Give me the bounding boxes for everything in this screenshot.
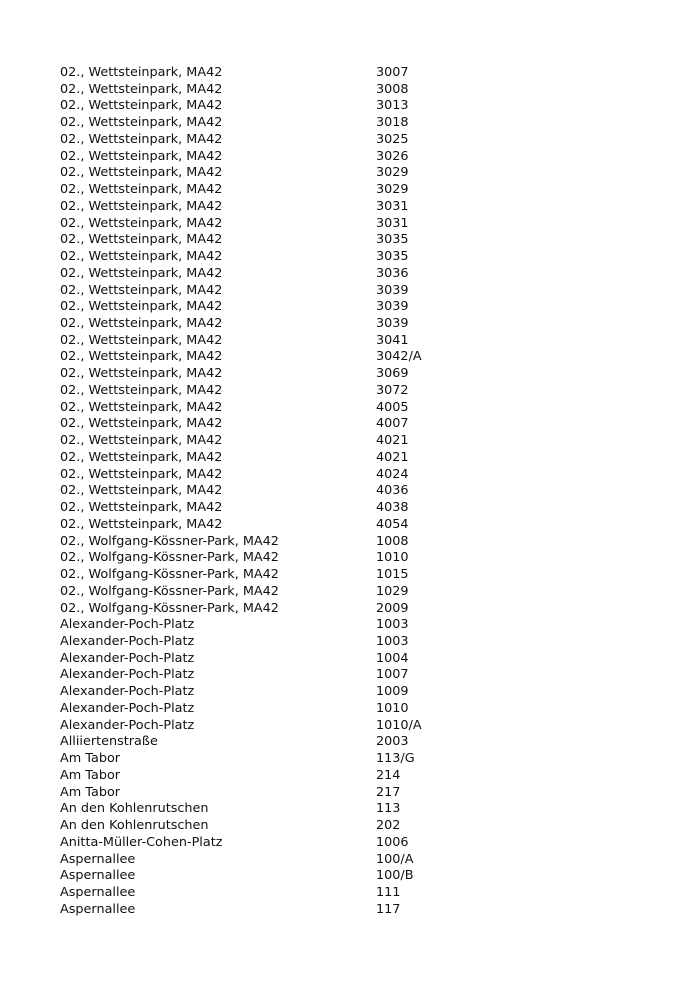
number-cell: 4005	[376, 399, 409, 415]
list-row	[60, 550, 660, 567]
number-cell: 1010	[376, 550, 409, 566]
location-cell: 02., Wettsteinpark, MA42	[60, 198, 223, 214]
list-row	[60, 266, 660, 283]
list-row	[60, 734, 660, 751]
location-cell: 02., Wettsteinpark, MA42	[60, 265, 223, 281]
number-cell: 3042/A	[376, 349, 422, 365]
location-cell: 02., Wolfgang-Kössner-Park, MA42	[60, 567, 279, 583]
number-cell: 1009	[376, 684, 409, 700]
list-row	[60, 534, 660, 551]
location-cell: 02., Wettsteinpark, MA42	[60, 182, 223, 198]
location-cell: 02., Wolfgang-Kössner-Park, MA42	[60, 533, 279, 549]
location-cell: 02., Wettsteinpark, MA42	[60, 98, 223, 114]
list-row	[60, 149, 660, 166]
location-cell: 02., Wettsteinpark, MA42	[60, 299, 223, 315]
list-row	[60, 785, 660, 802]
list-row	[60, 283, 660, 300]
number-cell: 1003	[376, 633, 409, 649]
location-cell: Aspernallee	[60, 901, 136, 917]
list-row	[60, 701, 660, 718]
location-cell: 02., Wettsteinpark, MA42	[60, 81, 223, 97]
number-cell: 3035	[376, 249, 409, 265]
list-row	[60, 885, 660, 902]
list-row	[60, 400, 660, 417]
number-cell: 217	[376, 784, 401, 800]
location-cell: 02., Wettsteinpark, MA42	[60, 382, 223, 398]
list-row	[60, 667, 660, 684]
list-row	[60, 517, 660, 534]
list-row	[60, 835, 660, 852]
number-cell: 3026	[376, 148, 409, 164]
number-cell: 1029	[376, 583, 409, 599]
number-cell: 4007	[376, 416, 409, 432]
list-row	[60, 450, 660, 467]
location-cell: 02., Wolfgang-Kössner-Park, MA42	[60, 600, 279, 616]
number-cell: 4054	[376, 516, 409, 532]
location-cell: Aspernallee	[60, 868, 136, 884]
location-cell: 02., Wettsteinpark, MA42	[60, 466, 223, 482]
location-cell: 02., Wettsteinpark, MA42	[60, 316, 223, 332]
number-cell: 3025	[376, 131, 409, 147]
list-row	[60, 567, 660, 584]
list-row	[60, 249, 660, 266]
list-row	[60, 316, 660, 333]
location-cell: 02., Wettsteinpark, MA42	[60, 148, 223, 164]
number-cell: 3069	[376, 366, 409, 382]
list-row	[60, 868, 660, 885]
number-cell: 1003	[376, 617, 409, 633]
list-row	[60, 852, 660, 869]
location-cell: Am Tabor	[60, 751, 121, 767]
list-row	[60, 751, 660, 768]
location-number-list	[60, 65, 660, 918]
number-cell: 111	[376, 884, 401, 900]
location-cell: 02., Wolfgang-Kössner-Park, MA42	[60, 550, 279, 566]
number-cell: 113/G	[376, 751, 415, 767]
number-cell: 1010/A	[376, 717, 422, 733]
location-cell: 02., Wettsteinpark, MA42	[60, 232, 223, 248]
number-cell: 4021	[376, 449, 409, 465]
list-row	[60, 165, 660, 182]
number-cell: 4021	[376, 433, 409, 449]
list-row	[60, 65, 660, 82]
list-row	[60, 902, 660, 919]
list-row	[60, 634, 660, 651]
location-cell: Alliiertenstraße	[60, 734, 158, 750]
list-row	[60, 651, 660, 668]
location-cell: Am Tabor	[60, 767, 121, 783]
location-cell: Anitta-Müller-Cohen-Platz	[60, 834, 223, 850]
location-cell: 02., Wettsteinpark, MA42	[60, 416, 223, 432]
number-cell: 3007	[376, 65, 409, 80]
location-cell: 02., Wettsteinpark, MA42	[60, 282, 223, 298]
location-cell: 02., Wettsteinpark, MA42	[60, 249, 223, 265]
list-row	[60, 333, 660, 350]
location-cell: 02., Wettsteinpark, MA42	[60, 215, 223, 231]
list-row	[60, 500, 660, 517]
number-cell: 1015	[376, 567, 409, 583]
location-cell: 02., Wettsteinpark, MA42	[60, 449, 223, 465]
location-cell: Alexander-Poch-Platz	[60, 617, 195, 633]
location-cell: 02., Wolfgang-Kössner-Park, MA42	[60, 583, 279, 599]
number-cell: 3036	[376, 265, 409, 281]
list-row	[60, 299, 660, 316]
location-cell: An den Kohlenrutschen	[60, 801, 209, 817]
location-cell: Am Tabor	[60, 784, 121, 800]
number-cell: 100/A	[376, 851, 414, 867]
location-cell: 02., Wettsteinpark, MA42	[60, 65, 223, 80]
number-cell: 1007	[376, 667, 409, 683]
location-cell: Alexander-Poch-Platz	[60, 700, 195, 716]
location-cell: Alexander-Poch-Platz	[60, 633, 195, 649]
location-cell: 02., Wettsteinpark, MA42	[60, 399, 223, 415]
location-cell: Aspernallee	[60, 884, 136, 900]
location-cell: 02., Wettsteinpark, MA42	[60, 332, 223, 348]
list-row	[60, 132, 660, 149]
location-cell: Alexander-Poch-Platz	[60, 717, 195, 733]
list-row	[60, 433, 660, 450]
list-row	[60, 684, 660, 701]
location-cell: 02., Wettsteinpark, MA42	[60, 433, 223, 449]
list-row	[60, 601, 660, 618]
number-cell: 214	[376, 767, 401, 783]
list-row	[60, 182, 660, 199]
list-row	[60, 232, 660, 249]
list-row	[60, 115, 660, 132]
location-cell: Alexander-Poch-Platz	[60, 684, 195, 700]
list-row	[60, 584, 660, 601]
location-cell: An den Kohlenrutschen	[60, 818, 209, 834]
location-cell: 02., Wettsteinpark, MA42	[60, 115, 223, 131]
location-cell: 02., Wettsteinpark, MA42	[60, 366, 223, 382]
list-row	[60, 383, 660, 400]
number-cell: 2003	[376, 734, 409, 750]
list-row	[60, 416, 660, 433]
location-cell: 02., Wettsteinpark, MA42	[60, 131, 223, 147]
list-row	[60, 617, 660, 634]
number-cell: 3041	[376, 332, 409, 348]
number-cell: 3035	[376, 232, 409, 248]
number-cell: 1010	[376, 700, 409, 716]
location-cell: Alexander-Poch-Platz	[60, 650, 195, 666]
number-cell: 202	[376, 818, 401, 834]
number-cell: 1004	[376, 650, 409, 666]
location-cell: Aspernallee	[60, 851, 136, 867]
list-row	[60, 98, 660, 115]
number-cell: 3029	[376, 165, 409, 181]
list-row	[60, 467, 660, 484]
number-cell: 3039	[376, 299, 409, 315]
number-cell: 4024	[376, 466, 409, 482]
list-row	[60, 768, 660, 785]
number-cell: 3039	[376, 316, 409, 332]
list-row	[60, 718, 660, 735]
number-cell: 100/B	[376, 868, 414, 884]
number-cell: 3072	[376, 382, 409, 398]
location-cell: 02., Wettsteinpark, MA42	[60, 165, 223, 181]
number-cell: 2009	[376, 600, 409, 616]
list-row	[60, 349, 660, 366]
list-row	[60, 199, 660, 216]
number-cell: 3013	[376, 98, 409, 114]
list-row	[60, 216, 660, 233]
list-row	[60, 483, 660, 500]
number-cell: 1008	[376, 533, 409, 549]
list-row	[60, 818, 660, 835]
location-cell: 02., Wettsteinpark, MA42	[60, 483, 223, 499]
number-cell: 113	[376, 801, 401, 817]
number-cell: 3008	[376, 81, 409, 97]
number-cell: 4036	[376, 483, 409, 499]
number-cell: 1006	[376, 834, 409, 850]
number-cell: 3018	[376, 115, 409, 131]
list-row	[60, 82, 660, 99]
location-cell: 02., Wettsteinpark, MA42	[60, 516, 223, 532]
number-cell: 3039	[376, 282, 409, 298]
location-cell: 02., Wettsteinpark, MA42	[60, 349, 223, 365]
number-cell: 4038	[376, 500, 409, 516]
number-cell: 117	[376, 901, 401, 917]
number-cell: 3031	[376, 215, 409, 231]
number-cell: 3031	[376, 198, 409, 214]
location-cell: 02., Wettsteinpark, MA42	[60, 500, 223, 516]
list-row	[60, 366, 660, 383]
location-cell: Alexander-Poch-Platz	[60, 667, 195, 683]
list-row	[60, 801, 660, 818]
number-cell: 3029	[376, 182, 409, 198]
